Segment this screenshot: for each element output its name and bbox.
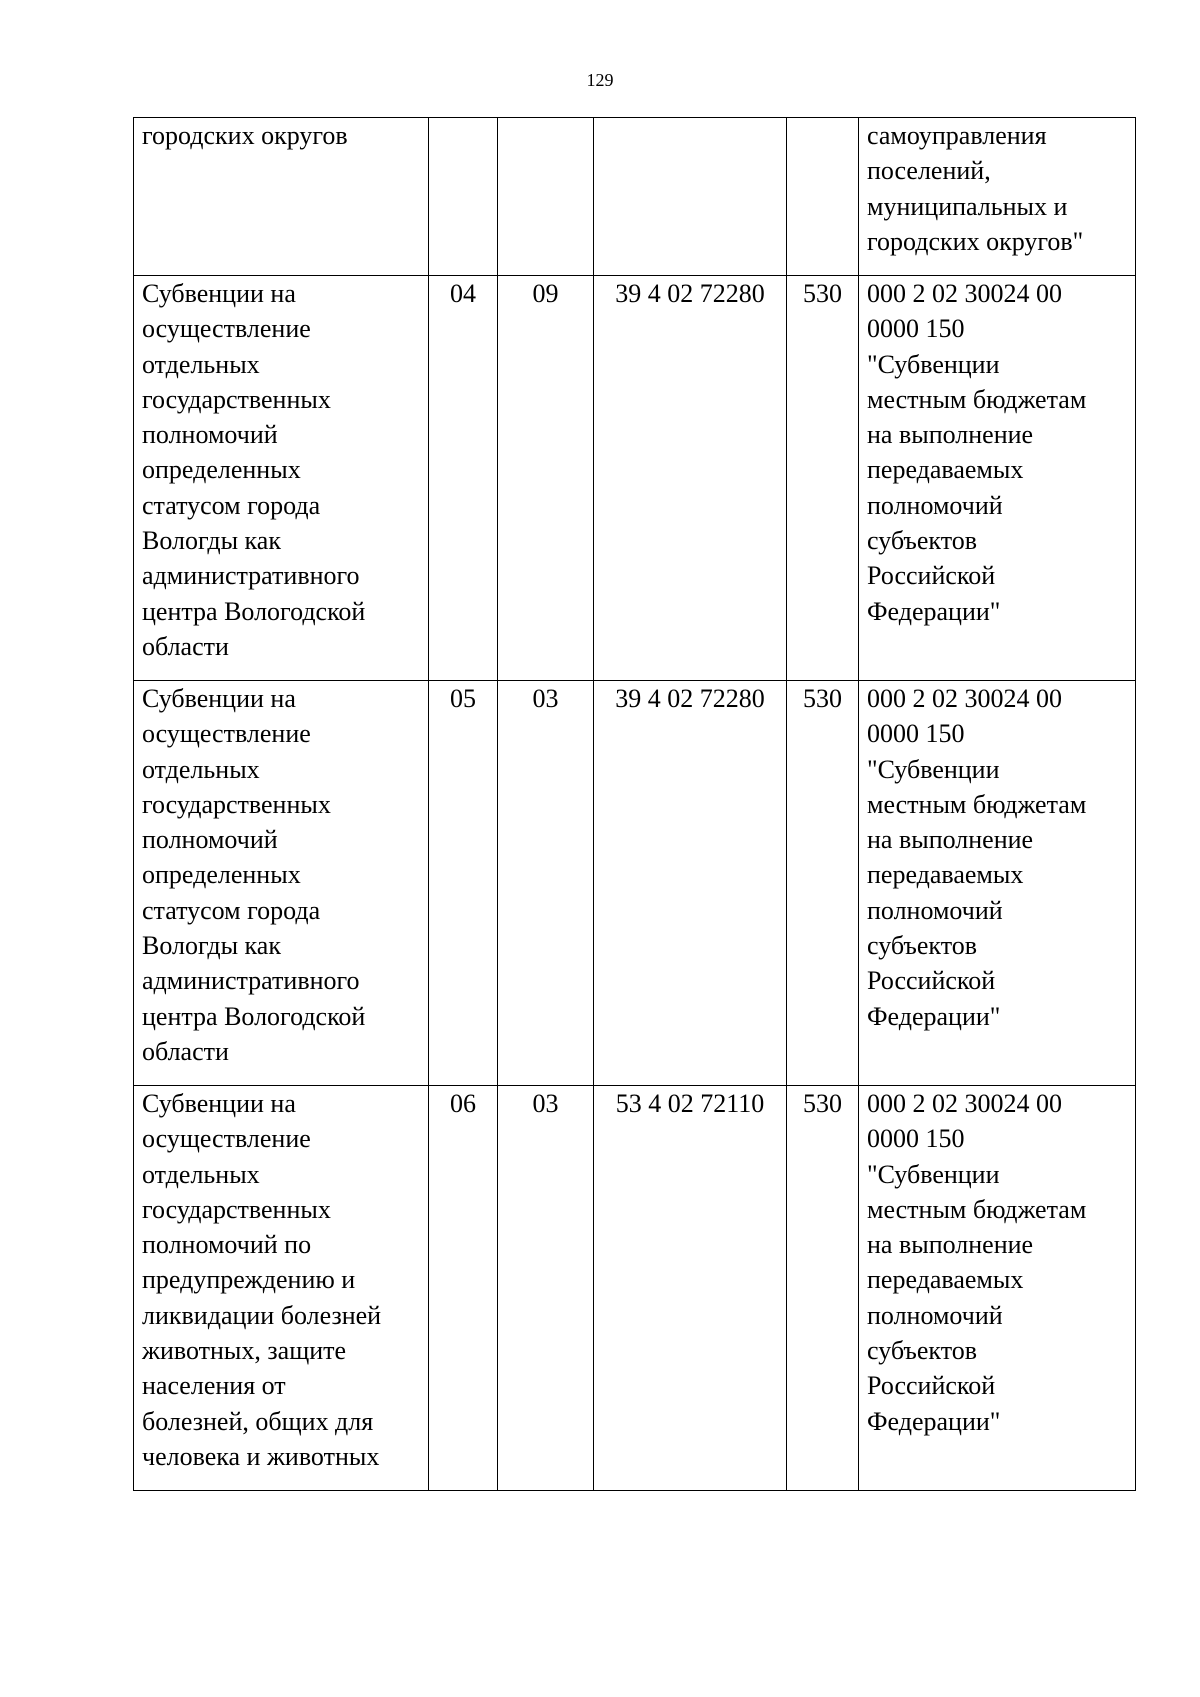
section-cell <box>429 118 498 276</box>
table-row <box>134 681 1136 1086</box>
table-row <box>134 276 1136 681</box>
expense-name-cell: Субвенции на осуществление отдельных государственных полномочий определенных статусом города Вологды как административного центра Вологодской области <box>134 276 429 681</box>
revenue-code-cell: 000 2 02 30024 00 0000 150 "Субвенции местным бюджетам на выполнение передаваемых полномочий субъектов Российской Федерации" <box>859 276 1136 681</box>
table-row <box>134 118 1136 276</box>
revenue-code-cell: 000 2 02 30024 00 0000 150 "Субвенции местным бюджетам на выполнение передаваемых полномочий субъектов Российской Федерации" <box>859 681 1136 1086</box>
revenue-code-cell: 000 2 02 30024 00 0000 150 "Субвенции местным бюджетам на выполнение передаваемых полномочий субъектов Российской Федерации" <box>859 1086 1136 1491</box>
section-cell: 05 <box>429 681 498 1086</box>
target-article-cell: 39 4 02 72280 <box>594 681 787 1086</box>
target-article-cell <box>594 118 787 276</box>
expense-name-cell: Субвенции на осуществление отдельных государственных полномочий по предупреждению и ликвидации болезней животных, защите населения от болезней, общих для человека и животных <box>134 1086 429 1491</box>
expense-name-cell: городских округов <box>134 118 429 276</box>
subsection-cell <box>498 118 594 276</box>
subsection-cell: 03 <box>498 681 594 1086</box>
expense-type-cell: 530 <box>787 276 859 681</box>
expense-name-cell: Субвенции на осуществление отдельных государственных полномочий определенных статусом города Вологды как административного центра Вологодской области <box>134 681 429 1086</box>
page-number: 129 <box>586 70 614 90</box>
expense-type-cell: 530 <box>787 1086 859 1491</box>
section-cell: 06 <box>429 1086 498 1491</box>
target-article-cell: 53 4 02 72110 <box>594 1086 787 1491</box>
revenue-code-cell: самоуправления поселений, муниципальных и городских округов" <box>859 118 1136 276</box>
section-cell: 04 <box>429 276 498 681</box>
subsection-cell: 09 <box>498 276 594 681</box>
table-row <box>134 1086 1136 1491</box>
subsection-cell: 03 <box>498 1086 594 1491</box>
budget-table <box>133 117 1136 1491</box>
target-article-cell: 39 4 02 72280 <box>594 276 787 681</box>
expense-type-cell: 530 <box>787 681 859 1086</box>
expense-type-cell <box>787 118 859 276</box>
